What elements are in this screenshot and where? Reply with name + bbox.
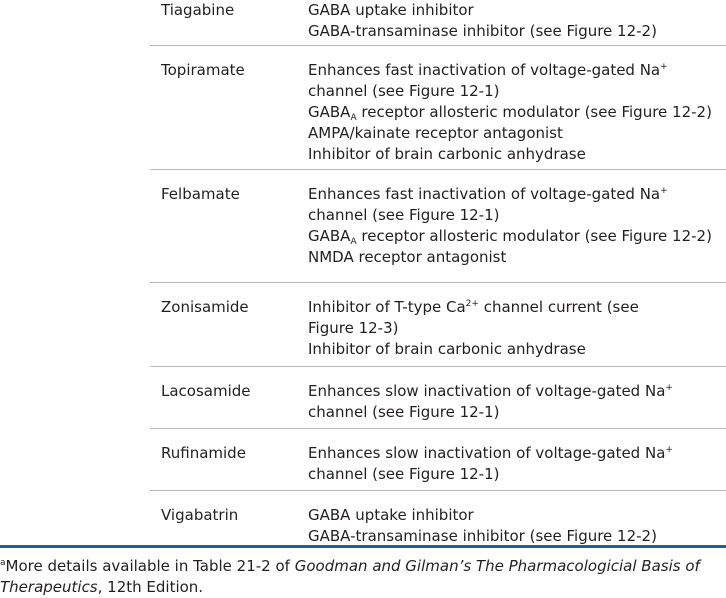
mechanism-line: Inhibitor of brain carbonic anhydrase — [308, 340, 586, 358]
table-row — [150, 46, 726, 170]
mechanism-line: Enhances slow inactivation of voltage-gated Na+ — [308, 444, 673, 462]
mechanism-line: $GABA_A$ receptor allosteric modulator (see Figure 12-2) — [308, 103, 712, 123]
mechanism-line: GABA-transaminase inhibitor (see Figure 12-2) — [308, 22, 657, 40]
table-row — [150, 283, 726, 367]
drug-name: Vigabatrin — [161, 506, 239, 524]
mechanism-line: channel (see Figure 12-1) — [308, 206, 500, 224]
drug-name: Lacosamide — [161, 382, 251, 400]
drug-name: Topiramate — [161, 61, 245, 79]
mechanism-line: Enhances fast inactivation of voltage-gated Na+ — [308, 185, 668, 203]
mechanism-line: channel (see Figure 12-1) — [308, 403, 500, 421]
mechanism-list — [308, 283, 726, 360]
table-row — [150, 491, 726, 543]
drug-name: Rufinamide — [161, 444, 246, 462]
mechanism-list — [308, 491, 726, 547]
mechanism-line: GABA uptake inhibitor — [308, 1, 474, 19]
mechanism-line: channel (see Figure 12-1) — [308, 465, 500, 483]
table-row — [150, 429, 726, 491]
mechanism-list — [308, 170, 726, 268]
mechanism-list — [308, 0, 726, 42]
footnote-edition: , 12th Edition. — [97, 578, 204, 596]
mechanism-line: Enhances fast inactivation of voltage-gated Na+ — [308, 61, 668, 79]
mechanism-line: NMDA receptor antagonist — [308, 248, 507, 266]
mechanism-line: GABA-transaminase inhibitor (see Figure 12-2) — [308, 527, 657, 545]
mechanism-list — [308, 46, 726, 165]
table-row — [150, 0, 726, 46]
footnote-text: More details available in Table 21-2 of — [5, 557, 295, 575]
mechanism-list — [308, 367, 726, 423]
table-row — [150, 170, 726, 283]
drug-name: Tiagabine — [161, 1, 235, 19]
footnote-book-title: Goodman and Gilman’s The Pharmacologicial Basis of Therapeutics — [0, 557, 700, 596]
mechanism-line: Enhances slow inactivation of voltage-gated Na+ — [308, 382, 673, 400]
mechanism-list — [308, 429, 726, 485]
mechanism-line: channel (see Figure 12-1) — [308, 82, 500, 100]
mechanism-line: Figure 12-3) — [308, 319, 399, 337]
mechanism-line: Inhibitor of brain carbonic anhydrase — [308, 145, 586, 163]
drug-name: Felbamate — [161, 185, 240, 203]
mechanism-line: AMPA/kainate receptor antagonist — [308, 124, 563, 142]
mechanism-line: GABA uptake inhibitor — [308, 506, 474, 524]
footnote-marker: a — [0, 558, 6, 568]
table-footnote — [0, 556, 726, 598]
drug-name: Zonisamide — [161, 298, 249, 316]
table-row — [150, 367, 726, 429]
table-bottom-rule — [0, 545, 726, 548]
mechanism-line: Inhibitor of T-type $Ca^{2+}$ channel current (see — [308, 298, 639, 316]
mechanism-line: $GABA_A$ receptor allosteric modulator (see Figure 12-2) — [308, 227, 712, 247]
